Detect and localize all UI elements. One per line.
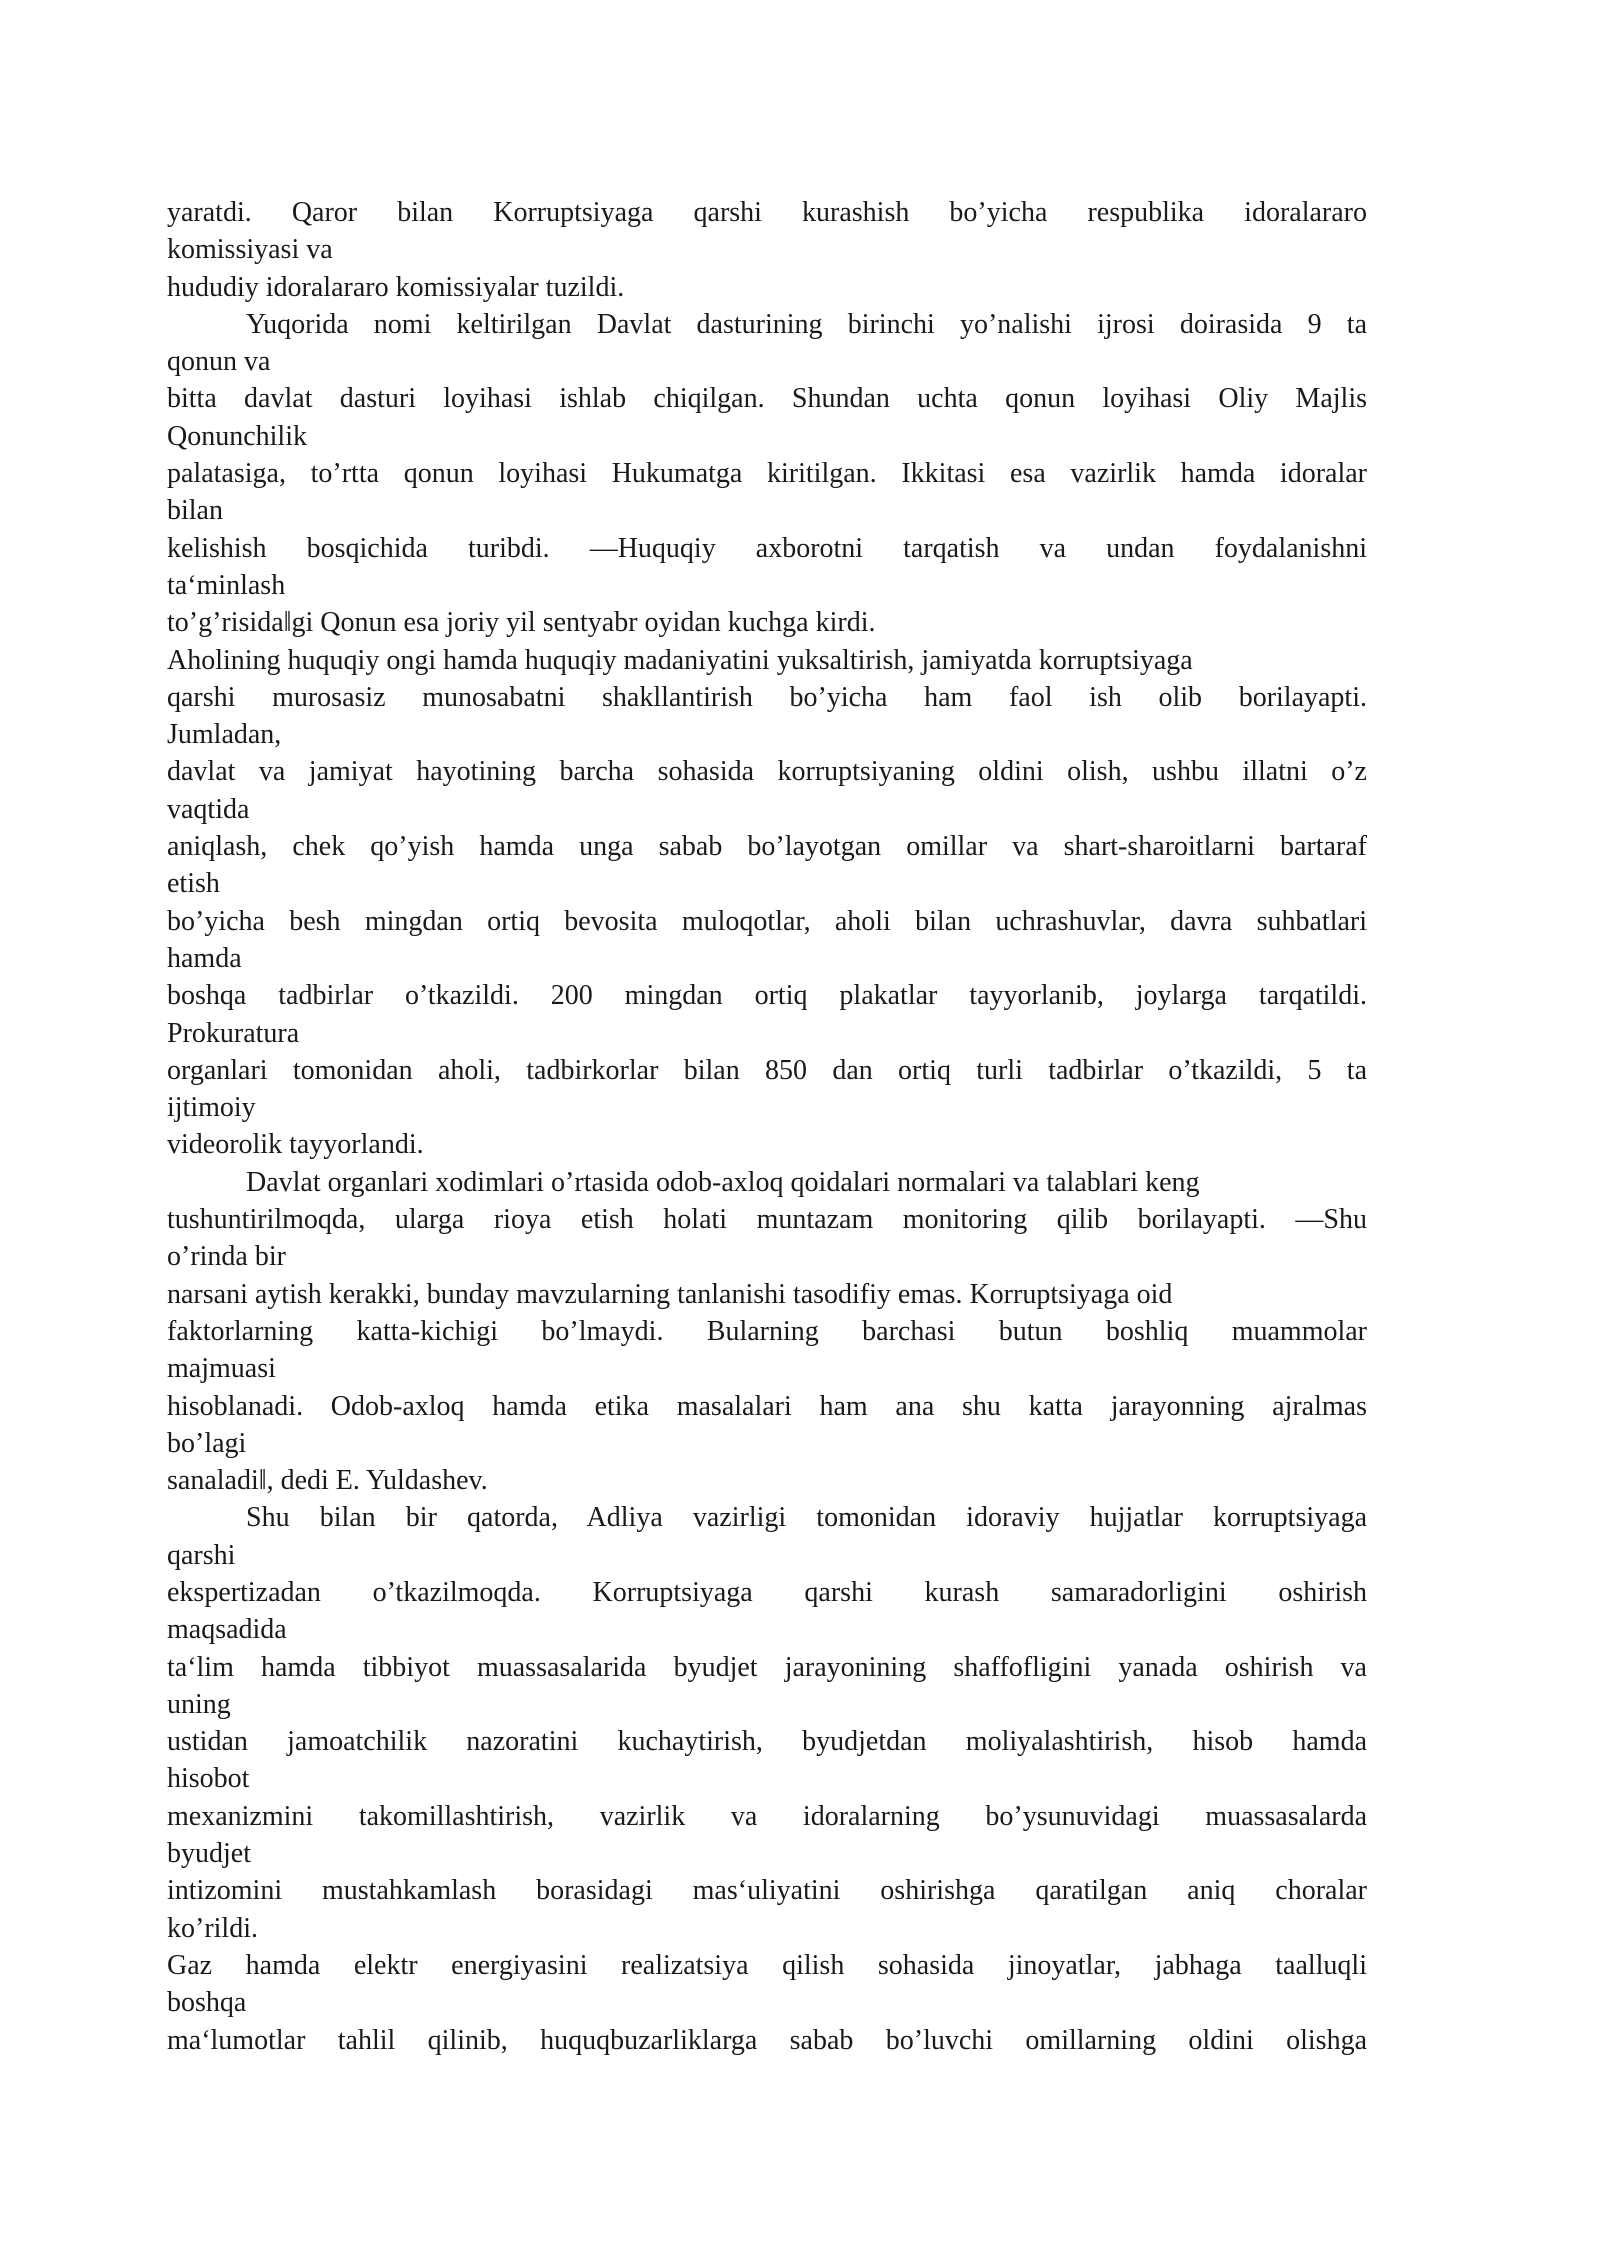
text-line: organlari tomonidan aholi, tadbirkorlar bilan 850 dan ortiq turli tadbirlar o’tkazildi, 5 ta: [167, 1054, 1367, 1086]
text-line: ekspertizadan o’tkazilmoqda. Korruptsiyaga qarshi kurash samaradorligini oshirish: [167, 1576, 1367, 1608]
text-line: byudjet: [167, 1838, 251, 1870]
text-line: bilan: [167, 495, 223, 527]
text-line: komissiyasi va: [167, 234, 333, 266]
text-line: sanaladi‖, dedi E. Yuldashev.: [167, 1465, 488, 1497]
text-line: yaratdi. Qaror bilan Korruptsiyaga qarshi kurashish bo’yicha respublika idoralararo: [167, 197, 1367, 228]
text-line: bitta davlat dasturi loyihasi ishlab chiqilgan. Shundan uchta qonun loyihasi Oliy Majlis: [167, 383, 1367, 415]
text-line: o’rinda bir: [167, 1241, 286, 1273]
text-line: Davlat organlari xodimlari o’rtasida odob-axloq qoidalari normalari va talablari keng: [246, 1166, 1200, 1198]
text-line: etish: [167, 868, 220, 900]
text-line: qarshi murosasiz munosabatni shakllantirish bo’yicha ham faol ish olib borilayapti.: [167, 681, 1367, 713]
text-line: davlat va jamiyat hayotining barcha sohasida korruptsiyaning oldini olish, ushbu illatni o’z: [167, 756, 1367, 788]
text-line: bo’lagi: [167, 1427, 247, 1459]
text-line: videorolik tayyorlandi.: [167, 1129, 424, 1161]
text-line: ijtimoiy: [167, 1092, 256, 1124]
text-line: Yuqorida nomi keltirilgan Davlat dasturining birinchi yo’nalishi ijrosi doirasida 9 ta: [246, 308, 1367, 340]
text-line: majmuasi: [167, 1353, 276, 1385]
text-line: uning: [167, 1688, 231, 1720]
text-line: Prokuratura: [167, 1017, 300, 1049]
text-line: kelishish bosqichida turibdi. ―Huquqiy axborotni tarqatish va undan foydalanishni: [167, 532, 1367, 564]
text-line: qarshi: [167, 1539, 236, 1571]
text-line: ta‘minlash: [167, 569, 286, 601]
text-line: vaqtida: [167, 793, 250, 825]
text-line: ta‘lim hamda tibbiyot muassasalarida byudjet jarayonining shaffofligini yanada oshirish va: [167, 1651, 1367, 1683]
text-line: to’g’risida‖gi Qonun esa joriy yil sentyabr oyidan kuchga kirdi.: [167, 607, 876, 639]
body-text: [167, 194, 1367, 2059]
text-line: faktorlarning katta-kichigi bo’lmaydi. Bularning barchasi butun boshliq muammolar: [167, 1315, 1367, 1347]
text-line: hisoblanadi. Odob-axloq hamda etika masalalari ham ana shu katta jarayonning ajralmas: [167, 1390, 1367, 1422]
text-line: Qonunchilik: [167, 420, 307, 452]
text-line: boshqa tadbirlar o’tkazildi. 200 mingdan ortiq plakatlar tayyorlanib, joylarga tarqatildi.: [167, 980, 1367, 1012]
text-line: Gaz hamda elektr energiyasini realizatsiya qilish sohasida jinoyatlar, jabhaga taalluqli: [167, 1949, 1367, 1981]
text-line: intizomini mustahkamlash borasidagi mas‘uliyatini oshirishga qaratilgan aniq choralar: [167, 1875, 1367, 1907]
text-line: maqsadida: [167, 1614, 287, 1646]
text-line: boshqa: [167, 1987, 247, 2019]
text-line: qonun va: [167, 346, 271, 378]
text-line: Shu bilan bir qatorda, Adliya vazirligi tomonidan idoraviy hujjatlar korruptsiyaga: [246, 1502, 1367, 1534]
text-line: aniqlash, chek qo’yish hamda unga sabab bo’layotgan omillar va shart-sharoitlarni bartaraf: [167, 831, 1367, 863]
text-line: tushuntirilmoqda, ularga rioya etish holati muntazam monitoring qilib borilayapti. ―Shu: [167, 1204, 1367, 1236]
text-line: ma‘lumotlar tahlil qilinib, huquqbuzarliklarga sabab bo’luvchi omillarning oldini olishga: [167, 2024, 1367, 2056]
text-line: mexanizmini takomillashtirish, vazirlik va idoralarning bo’ysunuvidagi muassasalarda: [167, 1800, 1367, 1832]
text-line: hisobot: [167, 1763, 250, 1795]
text-line: ustidan jamoatchilik nazoratini kuchaytirish, byudjetdan moliyalashtirish, hisob hamda: [167, 1726, 1367, 1758]
text-line: Aholining huquqiy ongi hamda huquqiy madaniyatini yuksaltirish, jamiyatda korruptsiyaga: [167, 644, 1193, 676]
text-line: hamda: [167, 942, 242, 974]
text-line: bo’yicha besh mingdan ortiq bevosita muloqotlar, aholi bilan uchrashuvlar, davra suhbatlari: [167, 905, 1367, 937]
text-line: narsani aytish kerakki, bunday mavzularning tanlanishi tasodifiy emas. Korruptsiyaga oid: [167, 1278, 1173, 1310]
text-line: palatasiga, to’rtta qonun loyihasi Hukumatga kiritilgan. Ikkitasi esa vazirlik hamda idoralar: [167, 458, 1367, 490]
text-line: hududiy idoralararo komissiyalar tuzildi.: [167, 271, 625, 303]
text-line: ko’rildi.: [167, 1912, 258, 1944]
text-line: Jumladan,: [167, 719, 282, 751]
